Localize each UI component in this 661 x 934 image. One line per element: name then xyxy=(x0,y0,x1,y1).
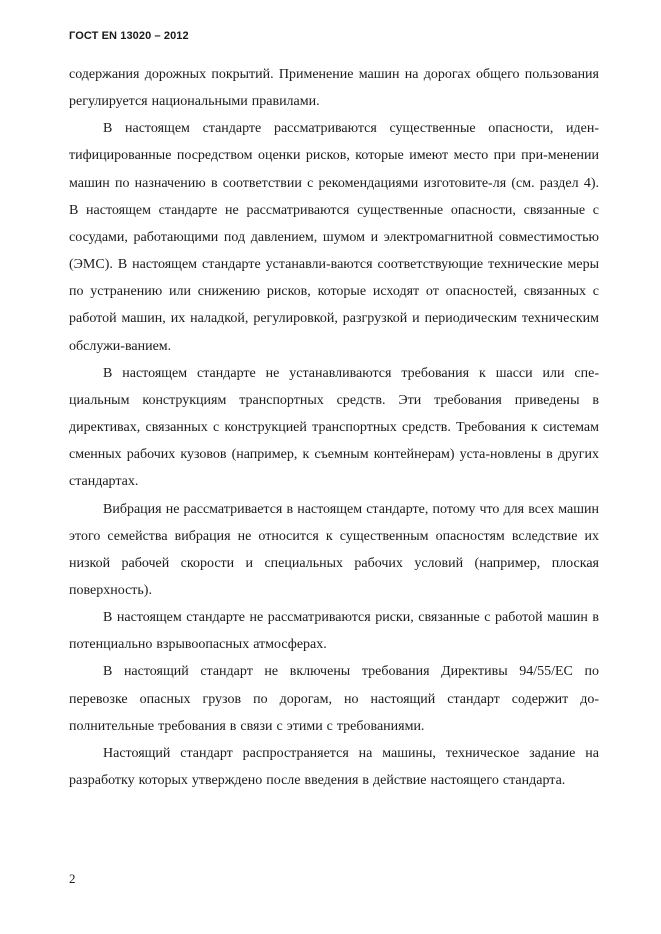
page-number: 2 xyxy=(69,871,76,886)
standard-header: ГОСТ EN 13020 – 2012 xyxy=(69,30,189,42)
paragraph-vibration: Вибрация не рассматривается в настоящем стандарте, потому что для всех машин этого семейства вибрация не относится к существенным опасностям вследствие их низкой рабочей скорости и специальных рабочих условий (например, плоская поверхность). xyxy=(69,501,599,598)
paragraph-chassis-requirements: В настоящем стандарте не устанавливаются требования к шасси или спе-циальным конструкциям транспортных средств. Эти требования приведены в директивах, связанных с конструкцией транспортных средств. Требования к системам сменных рабочих кузовов (например, к съемным контейнерам) уста-новлены в других стандартах. xyxy=(69,365,599,490)
paragraph-explosive-atmospheres: В настоящем стандарте не рассматриваются риски, связанные с работой машин в потенциально взрывоопасных атмосферах. xyxy=(69,610,599,653)
paragraph-hazards-scope: В настоящем стандарте рассматриваются существенные опасности, иден-тифицированные посредством оценки рисков, которые имеют место при при-менении машин по назначению в соответствии с рекомендациями изготовите-ля (см. раздел 4). В настоящем стандарте не рассматриваются существенные опасности, связанные с сосудами, работающими под давлением, шумом и электромагнитной совместимостью (ЭМС). В настоящем стандарте устанавли-ваются соответствующие технические меры по устранению или снижению рисков, которые исходят от опасностей, связанных с работой машин, их наладкой, регулировкой, разгрузкой и периодическим техническим обслужи-ванием. xyxy=(69,121,599,354)
paragraph-dangerous-goods: В настоящий стандарт не включены требования Директивы 94/55/ЕС по перевозке опасных грузов по дорогам, но настоящий стандарт содержит до-полнительные требования в связи с этими с требованиями. xyxy=(69,664,599,734)
body-text xyxy=(69,61,599,794)
paragraph-applicability: Настоящий стандарт распространяется на машины, техническое задание на разработку которых утверждено после введения в действие настоящего стандарта. xyxy=(69,745,599,789)
paragraph-continuation: содержания дорожных покрытий. Применение машин на дорогах общего пользования регулируется национальными правилами. xyxy=(69,67,599,110)
